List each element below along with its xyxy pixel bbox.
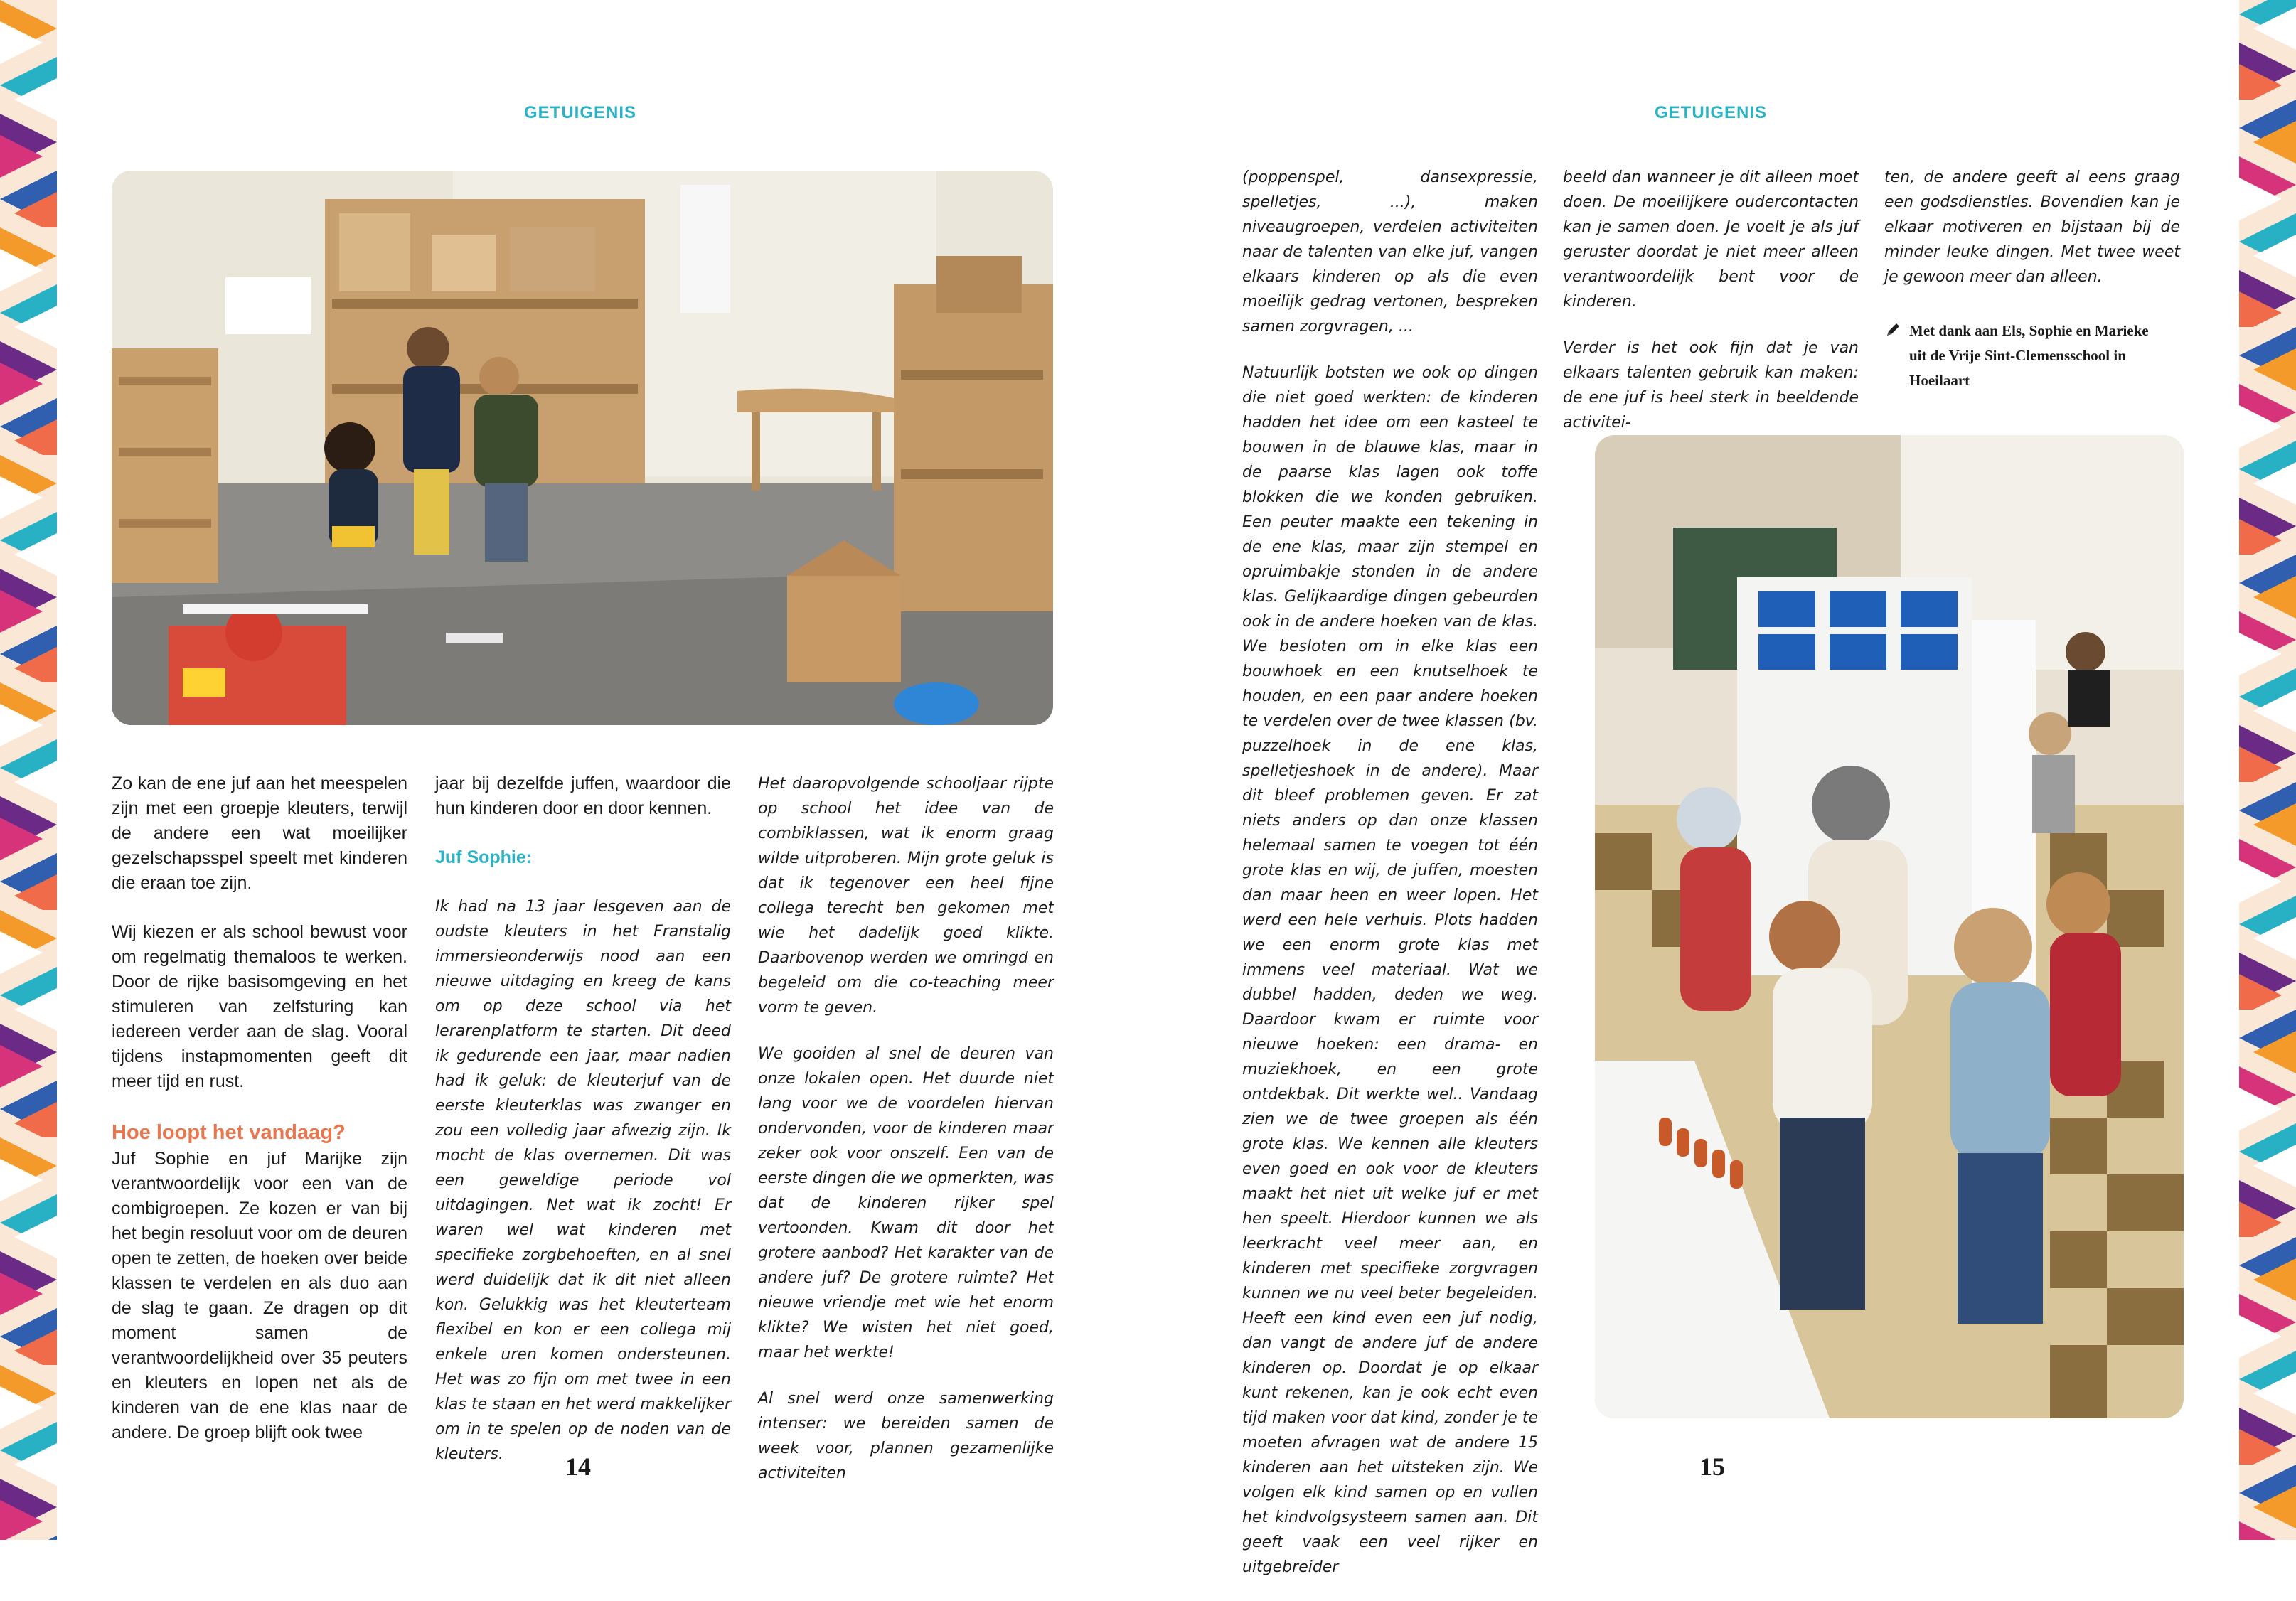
left-decorative-border: [0, 0, 57, 1540]
paragraph: Zo kan de ene juf aan het meespelen zijn met een groepje kleuters, terwijl de andere een wat moeilijker gezelschapsspel speelt met kinderen die eraan toe zijn.: [112, 773, 407, 893]
page-number-right: 15: [1699, 1452, 1725, 1481]
classroom-illustration-left: [112, 171, 1053, 725]
text-column-left-2: [435, 771, 731, 1467]
pencil-icon: [1885, 321, 1902, 346]
text-column-right-3: [1884, 165, 2180, 311]
text-column-right-2: [1563, 165, 1859, 456]
right-decorative-border: [2239, 0, 2296, 1540]
paragraph: (poppenspel, dansexpressie, spelletjes, ...), maken niveaugroepen, verdelen activiteiten naar de talenten van elke juf, vangen elkaars kinderen op als die even moeilijk gedrag vertonen, bespreken samen zorgvragen, ...: [1242, 168, 1538, 336]
page-number-left: 14: [565, 1452, 591, 1481]
paragraph: ten, de andere geeft al eens graag een godsdienstles. Bovendien kan je elkaar motiveren en bijstaan bij de minder leuke dingen. Met twee weet je gewoon meer dan alleen.: [1884, 168, 2180, 286]
section-label-right: GETUIGENIS: [1655, 103, 1768, 122]
text-column-right-1: [1242, 165, 1538, 1601]
paragraph: jaar bij dezelfde juffen, waardoor die hun kinderen door en door kennen.: [435, 773, 731, 818]
text-column-left-1: [112, 771, 407, 1445]
text-column-left-3: [758, 771, 1054, 1507]
paragraph: Ik had na 13 jaar lesgeven aan de oudste kleuters in het Franstalig immersieonderwijs nood aan een nieuwe uitdaging en kreeg de kans om op deze school via het lerarenplatform te starten. Dit deed ik gedurende een jaar, maar nadien had ik geluk: de kleuterjuf van de eerste kleuterklas was zwanger en zou een volledig jaar afwezig zijn. Ik mocht de klas overnemen. Dit was een geweldige periode vol uitdagingen. Net wat ik zocht! Er waren wel wat kinderen met specifieke zorgbehoeften, en al snel werd duidelijk dat ik dit niet alleen kon. Gelukkig was het kleuterteam flexibel en kon er een collega mij enkele uren komen ondersteunen. Het was zo fijn om met twee in een klas te staan en het werd makkelijker om in te spelen op de noden van de kleuters.: [435, 898, 731, 1463]
paragraph: Het daaropvolgende schooljaar rijpte op school het idee van de combiklassen, wat ik enorm graag wilde uitproberen. Mijn grote geluk is dat ik tegenover een heel fijne collega terecht ben gekomen met wie het dadelijk goed klikte. Daarbovenop werden we omringd en begeleid om die co-teaching meer vorm te geven.: [758, 775, 1054, 1017]
paragraph: Al snel werd onze samenwerking intenser: we bereiden samen de week voor, plannen gezamenlijke activiteiten: [758, 1390, 1054, 1482]
subheading-hoe-loopt-het-vandaag: Hoe loopt het vandaag?: [112, 1121, 346, 1144]
classroom-photo-left: [112, 171, 1053, 725]
paragraph: beeld dan wanneer je dit alleen moet doen. De moeilijkere oudercontacten kan je samen doen. Je voelt je als juf geruster doordat je niet meer alleen verantwoordelijk bent voor de kinderen.: [1563, 168, 1859, 311]
acknowledgement: [1886, 318, 2157, 393]
paragraph: Natuurlijk botsten we ook op dingen die niet goed werkten: de kinderen hadden het idee om een kasteel te bouwen in de blauwe klas, maar in de paarse klas lagen ook toffe blokken die we konden gebruiken. Een peuter maakte een tekening in de ene klas, maar zijn stempel en opruimbakje stonden in de andere klas. Gelijkaardige dingen gebeurden ook in de andere hoeken van de klas. We besloten om in elke klas een bouwhoek en een knutselhoek te houden, en een paar andere hoeken te verdelen over de twee klassen (bv. puzzelhoek in de ene klas, spelletjeshoek in de andere). Maar dit bleef problemen geven. Er zat niets anders op dan onze klassen helemaal samen te voegen tot één grote klas en wij, de juffen, moesten dan maar heen en weer lopen. Het werd een hele verhuis. Plots hadden we een enorm grote klas met immens veel materiaal. Wat we dubbel hadden, deden we weg. Daardoor kwam er ruimte voor nieuwe hoeken: een drama- en muziekhoek, en een grote ontdekbak. Dit werkte wel.. Vandaag zien we de twee groepen als één grote klas. We kennen alle kleuters even goed en ook voor de kleuters maakt het niet uit welke juf er met hen speelt. Hierdoor kunnen we als leerkracht veel meer aan, en kinderen met specifieke zorgvragen kunnen we nu veel beter begeleiden. Heeft een kind even een juf nodig, dan vangt de andere juf de andere kinderen op. Doordat je op elkaar kunt rekenen, kan je ook echt even tijd maken voor dat kind, zonder je te moeten afvragen wat de andere 15 kinderen aan het uitsteken zijn. We volgen elk kind samen op en vullen het kindvolgsysteem samen aan. Dit geeft vaak een veel rijker en uitgebreider: [1242, 364, 1538, 1576]
paragraph: Juf Sophie en juf Marijke zijn verantwoordelijk voor een van de combigroepen. Ze kozen er van bij het begin resoluut voor om de deuren open te zetten, de hoeken over beide klassen te verdelen en als duo aan de slag te gaan. Ze dragen op dit moment samen de verantwoordelijkheid over 35 peuters en kleuters en lopen net als de kinderen van de ene klas naar de andere. De groep blijft ook twee: [112, 1149, 407, 1442]
paragraph: Wij kiezen er als school bewust voor om regelmatig themaloos te werken. Door de rijke basisomgeving en het stimuleren van zelfsturing kan iedereen verder aan de slag. Vooral tijdens instapmomenten geeft dit meer tijd en rust.: [112, 922, 407, 1091]
subheading-juf-sophie: Juf Sophie:: [435, 847, 533, 867]
classroom-illustration-right: [1595, 435, 2184, 1418]
paragraph: Verder is het ook fijn dat je van elkaars talenten gebruik kan maken: de ene juf is heel sterk in beeldende activitei-: [1563, 339, 1859, 432]
zigzag-pattern-left: [0, 0, 57, 1540]
paragraph: We gooiden al snel de deuren van onze lokalen open. Het duurde niet lang voor we de voordelen hiervan ondervonden, voor de kinderen maar zeker ook voor onszelf. Een van de eerste dingen die we opmerkten, was dat de kinderen rijker spel vertoonden. Kwam dit door het grotere aanbod? Het karakter van de andere juf? De grotere ruimte? Het nieuwe vriendje met wie het enorm klikte? We wisten het niet goed, maar het werkte!: [758, 1045, 1054, 1361]
classroom-photo-right: [1595, 435, 2184, 1418]
zigzag-pattern-right: [2239, 0, 2296, 1540]
acknowledgement-text: Met dank aan Els, Sophie en Marieke uit de Vrije Sint-Clemensschool in Hoeilaart: [1909, 322, 2149, 389]
section-label-left: GETUIGENIS: [524, 103, 637, 122]
